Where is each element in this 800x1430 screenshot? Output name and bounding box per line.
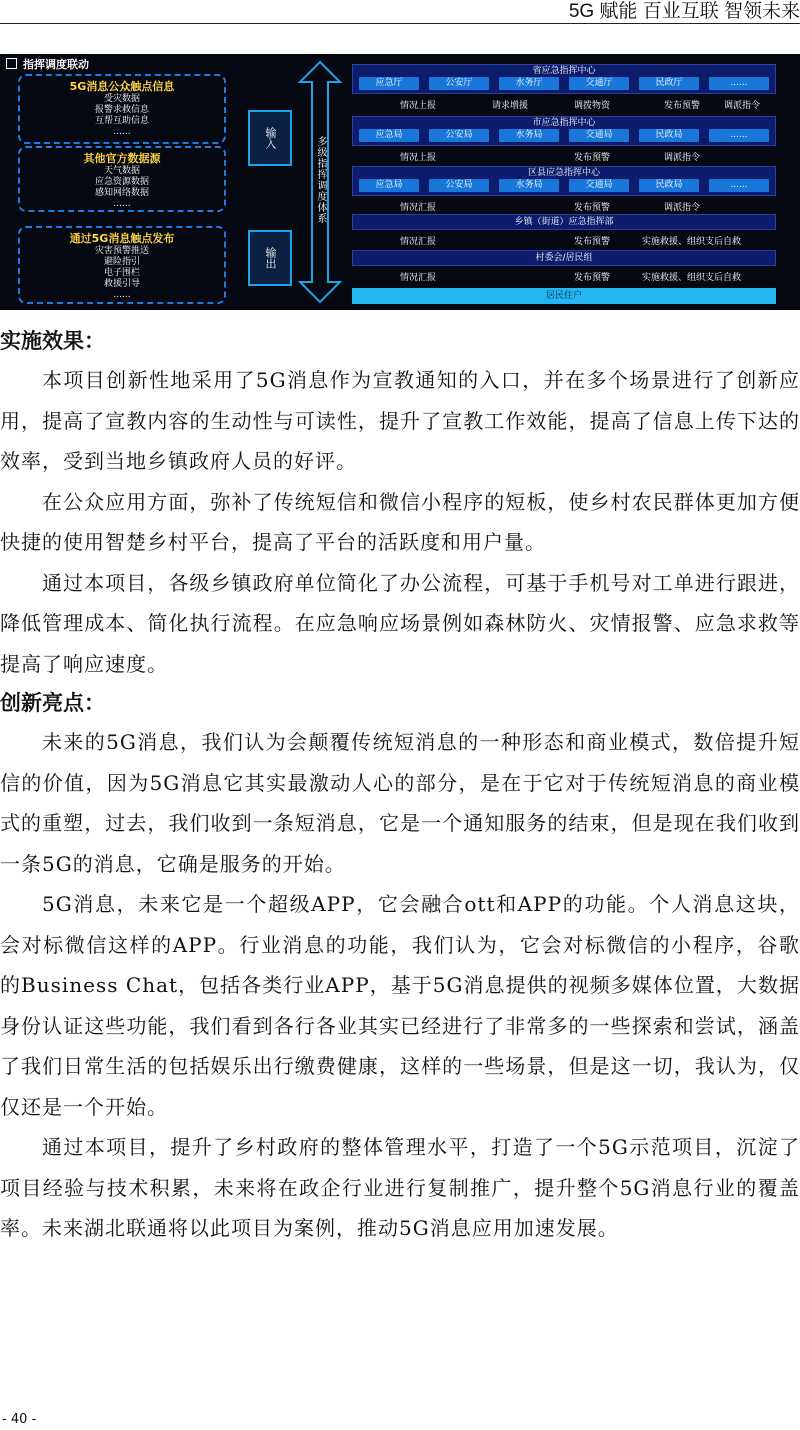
unit-box: 水务局 <box>499 179 559 192</box>
source-item: ...... <box>113 290 131 300</box>
tier-title: 村委会/居民组 <box>535 253 593 263</box>
unit-box: 公安厅 <box>429 77 489 90</box>
unit-box: 交通局 <box>569 179 629 192</box>
unit-box: ...... <box>709 77 769 90</box>
source-item: 救援引导 <box>103 279 140 289</box>
section-heading: 创新亮点： <box>0 690 105 715</box>
tier-township <box>352 214 776 230</box>
paragraph: 通过本项目，提升了乡村政府的整体管理水平，打造了一个5G示范项目，沉淀了项目经验与技术积累，未来将在政企行业进行复制推广，提升整个5G消息行业的覆盖率。未来湖北联通将以此项目为案例，推动5G消息应用加速发展。 <box>0 1135 800 1240</box>
tier-village <box>352 250 776 266</box>
page-number: - 40 - <box>2 1412 37 1427</box>
flow-label: 发布预警 <box>574 153 611 163</box>
flow-row <box>352 200 776 214</box>
source-item: 避险指引 <box>103 257 140 267</box>
residents-box: 居民住户 <box>352 288 776 304</box>
diagram-title: 指挥调度联动 <box>6 56 89 72</box>
square-bullet-icon <box>6 58 17 69</box>
unit-box: 应急局 <box>359 179 419 192</box>
source-heading: 5G消息公众触点信息 <box>69 80 175 93</box>
source-heading: 通过5G消息触点发布 <box>69 232 175 245</box>
flow-label: 情况上报 <box>400 101 437 111</box>
unit-box: 水务厅 <box>499 77 559 90</box>
flow-label: 情况上报 <box>400 153 437 163</box>
unit-box: 交通厅 <box>569 77 629 90</box>
flow-label: 情况汇报 <box>400 237 437 247</box>
source-box-publish <box>18 226 226 304</box>
source-item: 电子围栏 <box>103 268 140 278</box>
source-item: 灾害预警推送 <box>94 246 149 256</box>
header-divider <box>0 23 800 24</box>
system-label: 多级指挥调度体系 <box>315 136 326 224</box>
tier-title: 区县应急指挥中心 <box>527 168 600 178</box>
tier-units <box>353 77 775 90</box>
flow-label: 调派指令 <box>664 203 701 213</box>
input-arrow: 输入 <box>248 110 292 166</box>
tier-title: 省应急指挥中心 <box>532 66 596 76</box>
paragraph: 未来的5G消息，我们认为会颠覆传统短消息的一种形态和商业模式，数倍提升短信的价值，因为5G消息它其实最激动人心的部分，是在于它对于传统短消息的商业模式的重塑，过去，我们收到一条短消息，它是一个通知服务的结束，但是现在我们收到一条5G的消息，它确是服务的开始。 <box>0 730 800 876</box>
unit-box: 应急厅 <box>359 77 419 90</box>
source-item: 天气数据 <box>103 166 140 176</box>
tier-title: 乡镇（街道）应急指挥部 <box>514 217 614 227</box>
flow-row <box>352 98 776 112</box>
flow-label: 实施救援、组织支后自救 <box>642 273 742 283</box>
unit-box: 公安局 <box>429 129 489 142</box>
flow-label: 调派指令 <box>664 153 701 163</box>
running-header: 5G 赋能 百业互联 智领未来 <box>568 1 800 22</box>
tier-units <box>353 129 775 142</box>
source-item: 报警求救信息 <box>94 105 149 115</box>
unit-box: 民政局 <box>639 129 699 142</box>
source-box-official <box>18 146 226 212</box>
source-item: ...... <box>113 127 131 137</box>
flow-label: 情况汇报 <box>400 203 437 213</box>
tier-title: 市应急指挥中心 <box>532 118 596 128</box>
source-item: 感知网络数据 <box>94 188 149 198</box>
tier-city <box>352 116 776 146</box>
main-content <box>0 322 800 1249</box>
dispatch-diagram <box>0 54 800 310</box>
paragraph: 通过本项目，各级乡镇政府单位简化了办公流程，可基于手机号对工单进行跟进，降低管理成本、简化执行流程。在应急响应场景例如森林防火、灾情报警、应急求救等提高了响应速度。 <box>0 570 800 676</box>
flow-label: 情况汇报 <box>400 273 437 283</box>
unit-box: 交通局 <box>569 129 629 142</box>
unit-box: 应急局 <box>359 129 419 142</box>
flow-label: 调拨物资 <box>574 101 611 111</box>
flow-label: 发布预警 <box>574 203 611 213</box>
section-heading: 实施效果： <box>0 328 105 353</box>
source-item: 互帮互助信息 <box>94 116 149 126</box>
flow-label: 发布预警 <box>574 237 611 247</box>
flow-label: 发布预警 <box>574 273 611 283</box>
unit-box: 民政局 <box>639 179 699 192</box>
paragraph: 5G消息，未来它是一个超级APP，它会融合ott和APP的功能。个人消息这块，会对标微信这样的APP。行业消息的功能，我们认为，它会对标微信的小程序，谷歌的Business Chat，包括各类行业APP，基于5G消息提供的视频多媒体位置，大数据身份认证这些功能，我们看到各行各业其实已经进行了非常多的一些探索和尝试，涵盖了我们日常生活的包括娱乐出行缴费健康，这样的一些场景，但是这一切，我认为，仅仅还是一个开始。 <box>0 892 800 1119</box>
paragraph: 本项目创新性地采用了5G消息作为宣教通知的入口，并在多个场景进行了创新应用，提高了宣教内容的生动性与可读性，提升了宣教工作效能，提高了信息上传下达的效率，受到当地乡镇政府人员的好评。 <box>0 368 800 473</box>
unit-box: 民政厅 <box>639 77 699 90</box>
flow-row <box>352 150 776 164</box>
source-heading: 其他官方数据源 <box>83 152 161 165</box>
flow-label: 请求增援 <box>492 101 529 111</box>
paragraph: 在公众应用方面，弥补了传统短信和微信小程序的短板，使乡村农民群体更加方便快捷的使用智楚乡村平台，提高了平台的活跃度和用户量。 <box>0 489 800 554</box>
tier-province <box>352 64 776 94</box>
source-box-public <box>18 74 226 144</box>
tier-units <box>353 179 775 192</box>
unit-box: ...... <box>709 179 769 192</box>
source-item: 受灾数据 <box>103 94 140 104</box>
flow-label: 调派指令 <box>724 101 761 111</box>
flow-label: 实施救援、组织支后自救 <box>642 237 742 247</box>
unit-box: 水务局 <box>499 129 559 142</box>
source-item: ...... <box>113 199 131 209</box>
source-item: 应急资源数据 <box>94 177 149 187</box>
unit-box: ...... <box>709 129 769 142</box>
flow-row <box>352 234 776 248</box>
output-arrow: 输出 <box>248 230 292 286</box>
unit-box: 公安局 <box>429 179 489 192</box>
flow-row <box>352 270 776 284</box>
tier-county <box>352 166 776 196</box>
flow-label: 发布预警 <box>664 101 701 111</box>
